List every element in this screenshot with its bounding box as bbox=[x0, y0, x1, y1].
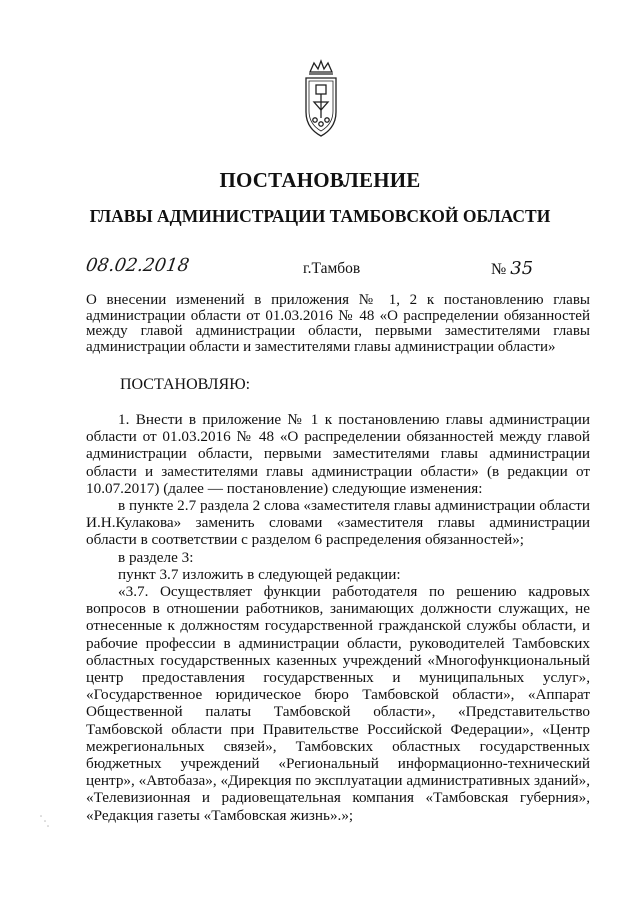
margin-mark bbox=[38, 812, 52, 832]
number-prefix: № bbox=[491, 261, 507, 278]
document-number bbox=[491, 258, 533, 279]
number-value: 35 bbox=[510, 258, 534, 279]
document-subject: О внесении изменений в приложения № 1, 2 к постановлению главы администрации области от 01.03.2016 № 48 «О распределении обязанностей между главой администрации области, первыми заместителями главы администрации области и заместителями главы администрации области» bbox=[86, 292, 590, 355]
paragraph-4: пункт 3.7 изложить в следующей редакции: bbox=[118, 565, 401, 583]
coat-of-arms-emblem bbox=[300, 58, 342, 142]
document-date: 08.02.2018 bbox=[84, 255, 191, 276]
paragraph-5: «3.7. Осуществляет функции работодателя по решению кадровых вопросов в отношении работников, занимающих должности служащих, не отнесенные к должностям государственной гражданской службы области, и рабочие профессии в администрации области, руководителей Тамбовских областных государственных казенных учреждений «Многофункциональный центр предоставления государственных и муниципальных услуг», «Государственное юридическое бюро Тамбовской области», «Аппарат Общественной палаты Тамбовской области», «Представительство Тамбовской области при Правительстве Российской Федерации», «Центр межрегиональных связей», Тамбовских областных государственных бюджетных учреждений «Региональный информационно-технический центр», «Автобаза», «Дирекция по эксплуатации административных зданий», «Телевизионная и радиовещательная компания «Тамбовская губерния», «Редакция газеты «Тамбовская жизнь».»; bbox=[86, 583, 590, 824]
document-body bbox=[86, 411, 590, 824]
document-city: г.Тамбов bbox=[303, 260, 361, 277]
paragraph-1: 1. Внести в приложение № 1 к постановлению главы администрации области от 01.03.2016 № 48 «О распределении обязанностей между главой администрации области, первыми заместителями главы администрации области и заместителями главы администрации области» (в редакции от 10.07.2017) (далее — постановление) следующие изменения: bbox=[86, 411, 590, 497]
document-subtitle: ГЛАВЫ АДМИНИСТРАЦИИ ТАМБОВСКОЙ ОБЛАСТИ bbox=[89, 206, 551, 226]
paragraph-2: в пункте 2.7 раздела 2 слова «заместителя главы администрации области И.Н.Кулакова» заменить словами «заместителя главы администрации области в соответствии с разделом 6 распределения обязанностей»; bbox=[86, 497, 590, 549]
decree-heading: ПОСТАНОВЛЯЮ: bbox=[120, 376, 251, 393]
paragraph-3: в разделе 3: bbox=[118, 548, 194, 566]
document-title: ПОСТАНОВЛЕНИЕ bbox=[219, 168, 421, 192]
